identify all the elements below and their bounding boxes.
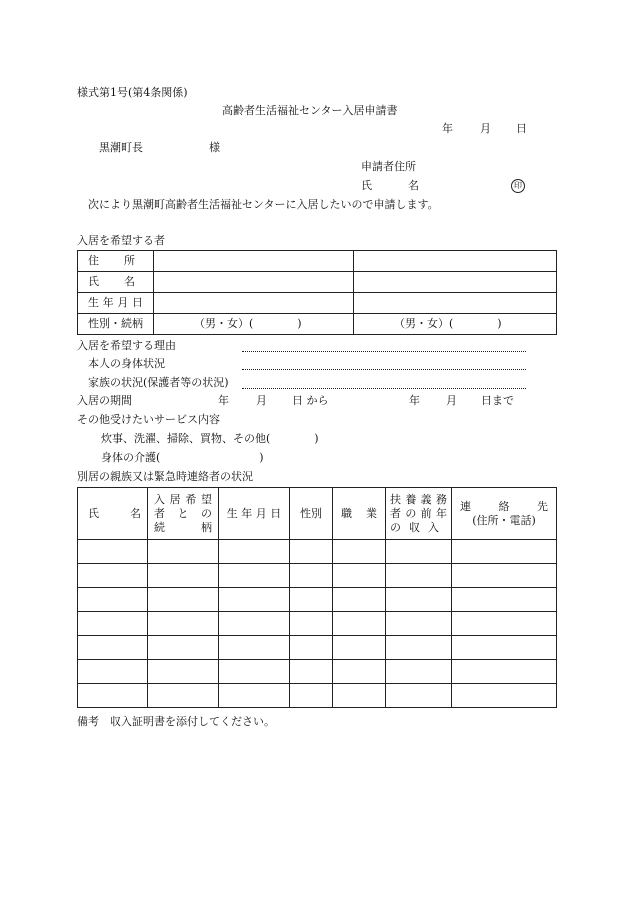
header-income: 扶 養 義 務 者 の 前 年 の 収 入 (386, 488, 452, 540)
relatives-table (77, 487, 557, 708)
date-month-label: 月 (480, 122, 491, 135)
birthdate-label-cell: 生 年 月 日 (78, 293, 154, 314)
table-cell[interactable] (219, 540, 290, 564)
name-value-cell[interactable] (154, 272, 354, 293)
table-row (78, 660, 557, 684)
header-birthdate: 生 年 月 日 (219, 488, 290, 540)
table-cell[interactable] (290, 684, 333, 708)
date-year-label: 年 (442, 122, 453, 135)
table-cell[interactable] (386, 612, 452, 636)
table-cell[interactable] (148, 612, 219, 636)
table-cell[interactable] (78, 660, 148, 684)
table-cell[interactable] (148, 588, 219, 612)
table-cell[interactable] (78, 612, 148, 636)
table-cell[interactable] (452, 564, 557, 588)
applicant-name-label: 氏 名 (361, 179, 419, 192)
remarks: 備考 収入証明書を添付してください。 (77, 715, 275, 728)
table-cell[interactable] (78, 564, 148, 588)
period-to-month: 月 (446, 394, 457, 407)
family-condition-line[interactable] (242, 388, 526, 389)
header-name: 氏 名 (78, 488, 148, 540)
table-row (78, 540, 557, 564)
table-cell[interactable] (452, 684, 557, 708)
table-cell[interactable] (386, 564, 452, 588)
sex-relation-label-cell: 性別・続柄 (78, 314, 154, 335)
table-cell[interactable] (219, 564, 290, 588)
table-cell[interactable] (219, 612, 290, 636)
table-cell[interactable] (386, 684, 452, 708)
body-condition-line[interactable] (242, 369, 526, 370)
table-cell[interactable] (148, 660, 219, 684)
birthdate-value-cell[interactable] (154, 293, 354, 314)
table-cell[interactable] (78, 540, 148, 564)
table-cell[interactable] (333, 564, 386, 588)
header-contact: 連 絡 先 (住所・電話) (452, 488, 557, 540)
family-condition-label: 家族の状況(保護者等の状況) (88, 376, 229, 389)
table-cell[interactable] (78, 684, 148, 708)
table-row (78, 251, 557, 272)
table-cell[interactable] (333, 636, 386, 660)
addressee: 黒潮町長 (99, 141, 143, 154)
table-cell[interactable] (386, 660, 452, 684)
table-cell[interactable] (290, 588, 333, 612)
table-row (78, 636, 557, 660)
reason-line[interactable] (242, 351, 526, 352)
address-value-cell[interactable] (154, 251, 354, 272)
services-housework: 炊事、洗濯、掃除、買物、その他( ) (101, 432, 319, 445)
period-to-day: 日まで (481, 394, 514, 407)
table-cell[interactable] (333, 660, 386, 684)
table-cell[interactable] (452, 540, 557, 564)
table-cell[interactable] (290, 540, 333, 564)
header-sex: 性別 (290, 488, 333, 540)
relatives-heading: 別居の親族又は緊急時連絡者の状況 (77, 470, 253, 483)
services-heading: その他受けたいサービス内容 (77, 413, 220, 426)
table-cell[interactable] (219, 684, 290, 708)
table-cell[interactable] (452, 588, 557, 612)
table-cell[interactable] (148, 540, 219, 564)
date-day-label: 日 (516, 122, 527, 135)
table-row (78, 588, 557, 612)
name-label-cell: 氏 名 (78, 272, 154, 293)
sex-relation-value-cell[interactable]: （男・女）( ) (154, 314, 354, 335)
reason-heading: 入居を希望する理由 (77, 339, 176, 352)
period-to-year: 年 (409, 394, 420, 407)
table-cell[interactable] (78, 588, 148, 612)
table-row (78, 564, 557, 588)
applicant-section-heading: 入居を希望する者 (77, 234, 165, 247)
sex-relation-value-cell-2[interactable]: （男・女）( ) (354, 314, 557, 335)
period-label: 入居の期間 (77, 394, 132, 407)
table-row (78, 314, 557, 335)
seal-mark: 印 (511, 179, 525, 193)
address-label-cell: 住 所 (78, 251, 154, 272)
table-cell[interactable] (333, 612, 386, 636)
table-cell[interactable] (290, 660, 333, 684)
table-cell[interactable] (333, 684, 386, 708)
table-cell[interactable] (452, 636, 557, 660)
relatives-header-row (78, 488, 557, 540)
header-occupation: 職 業 (333, 488, 386, 540)
table-cell[interactable] (148, 636, 219, 660)
address-value-cell-2[interactable] (354, 251, 557, 272)
header-relation: 入 居 希 望 者 と の 続 柄 (148, 488, 219, 540)
table-cell[interactable] (290, 612, 333, 636)
table-cell[interactable] (219, 660, 290, 684)
form-number: 様式第1号(第4条関係) (77, 86, 188, 99)
table-cell[interactable] (290, 564, 333, 588)
table-cell[interactable] (219, 588, 290, 612)
birthdate-value-cell-2[interactable] (354, 293, 557, 314)
period-from-year: 年 (218, 394, 229, 407)
table-row (78, 272, 557, 293)
table-cell[interactable] (452, 612, 557, 636)
applicant-table (77, 250, 557, 335)
table-cell[interactable] (386, 636, 452, 660)
table-cell[interactable] (386, 540, 452, 564)
name-value-cell-2[interactable] (354, 272, 557, 293)
applicant-address-label: 申請者住所 (361, 160, 416, 173)
honorific: 様 (209, 141, 220, 154)
table-cell[interactable] (148, 564, 219, 588)
table-cell[interactable] (78, 636, 148, 660)
period-from-day: 日 から (292, 394, 329, 407)
table-row (78, 293, 557, 314)
table-row (78, 612, 557, 636)
table-cell[interactable] (452, 660, 557, 684)
table-cell[interactable] (333, 540, 386, 564)
services-physical-care: 身体の介護( ) (101, 451, 264, 464)
intro-text: 次により黒潮町高齢者生活福祉センターに入居したいので申請します。 (88, 198, 439, 211)
table-cell[interactable] (386, 588, 452, 612)
form-title: 高齢者生活福祉センター入居申請書 (222, 104, 398, 117)
table-cell[interactable] (333, 588, 386, 612)
table-cell[interactable] (290, 636, 333, 660)
period-from-month: 月 (256, 394, 267, 407)
table-row (78, 684, 557, 708)
table-cell[interactable] (148, 684, 219, 708)
table-cell[interactable] (219, 636, 290, 660)
body-condition-label: 本人の身体状況 (88, 357, 165, 370)
